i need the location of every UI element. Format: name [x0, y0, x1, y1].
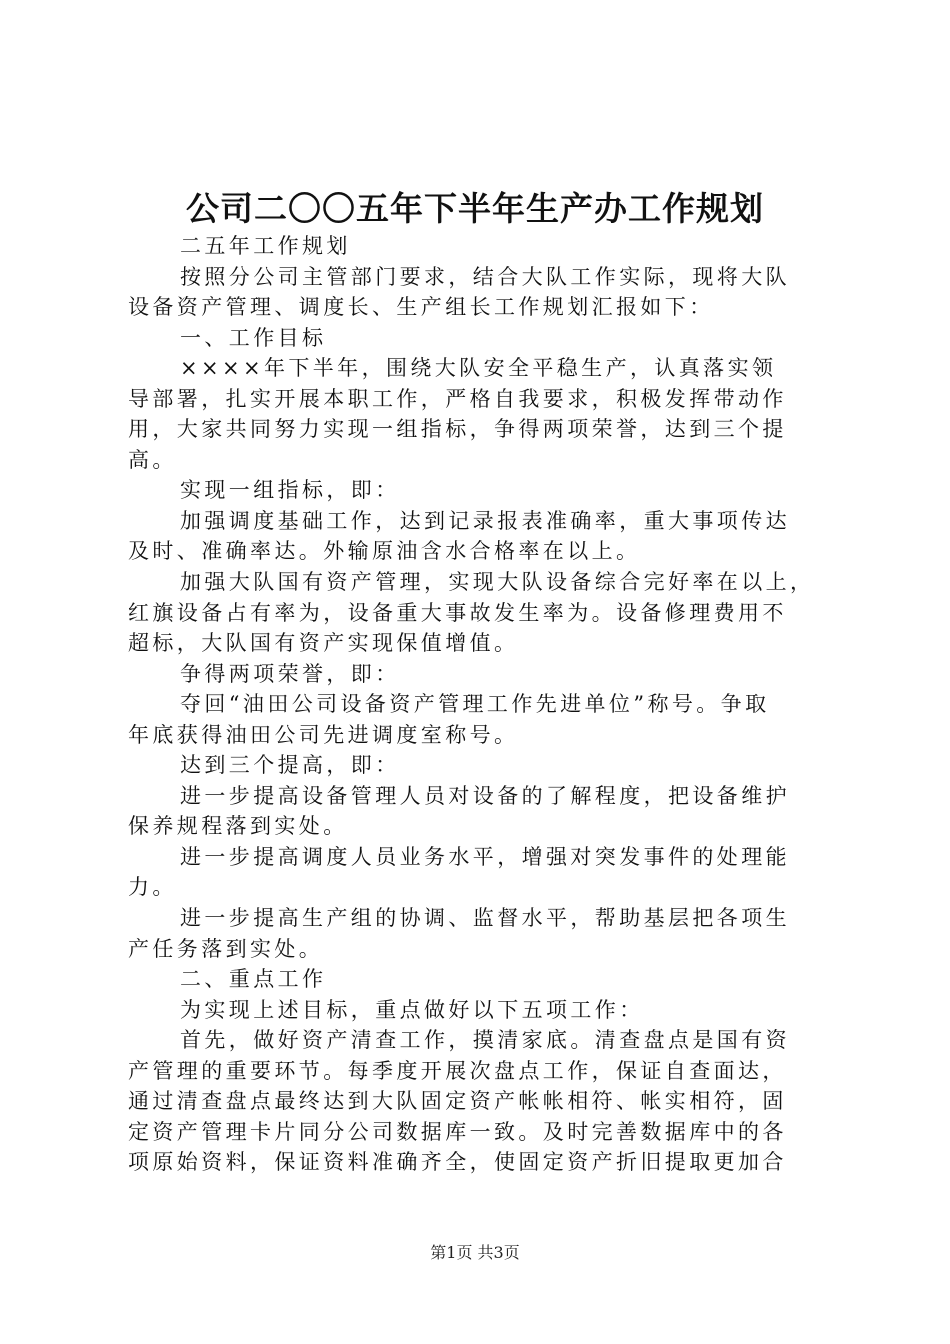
text-line: 定资产管理卡片同分公司数据库一致。及时完善数据库中的各: [128, 1119, 787, 1144]
text-line: ××××年下半年，围绕大队安全平稳生产，认真落实领: [180, 356, 777, 381]
text-line: 首先，做好资产清查工作，摸清家底。清查盘点是国有资: [180, 1028, 790, 1053]
text-line: 加强调度基础工作，达到记录报表准确率，重大事项传达: [180, 508, 790, 533]
text-line: 实现一组指标，即：: [180, 478, 400, 503]
text-line: 保养规程落到实处。: [128, 814, 348, 839]
text-line: 夺回“油田公司设备资产管理工作先进单位”称号。争取: [180, 692, 770, 717]
document-body: [128, 231, 834, 1178]
text-line: 用，大家共同努力实现一组指标，争得两项荣誉，达到三个提: [128, 417, 787, 442]
text-line: 设备资产管理、调度长、生产组长工作规划汇报如下：: [128, 295, 714, 320]
text-line: 力。: [128, 875, 177, 900]
text-line: 红旗设备占有率为，设备重大事故发生率为。设备修理费用不: [128, 600, 787, 625]
text-line: 为实现上述目标，重点做好以下五项工作：: [180, 997, 644, 1022]
text-line: 一、工作目标: [180, 325, 327, 350]
text-line: 高。: [128, 447, 177, 472]
text-line: 进一步提高调度人员业务水平，增强对突发事件的处理能: [180, 844, 790, 869]
text-line: 通过清查盘点最终达到大队固定资产帐帐相符、帐实相符，固: [128, 1089, 787, 1114]
text-line: 按照分公司主管部门要求，结合大队工作实际，现将大队: [180, 264, 790, 289]
text-line: 进一步提高设备管理人员对设备的了解程度，把设备维护: [180, 783, 790, 808]
text-line: 及时、准确率达。外输原油含水合格率在以上。: [128, 539, 641, 564]
text-line: 达到三个提高，即：: [180, 753, 400, 778]
text-line: 争得两项荣誉，即：: [180, 661, 400, 686]
text-line: 二、重点工作: [180, 967, 327, 992]
text-line: 加强大队国有资产管理，实现大队设备综合完好率在以上，: [180, 570, 815, 595]
text-line: 超标，大队国有资产实现保值增值。: [128, 631, 519, 656]
text-line: 项原始资料，保证资料准确齐全，使固定资产折旧提取更加合: [128, 1150, 787, 1175]
text-line: 进一步提高生产组的协调、监督水平，帮助基层把各项生: [180, 906, 790, 931]
text-line: 导部署，扎实开展本职工作，严格自我要求，积极发挥带动作: [128, 386, 787, 411]
text-line: 二五年工作规划: [180, 234, 351, 258]
page-number: 第1页 共3页: [430, 1243, 520, 1262]
text-line: 产任务落到实处。: [128, 936, 324, 961]
document-title: 公司二〇〇五年下半年生产办工作规划: [186, 189, 764, 228]
text-line: 年底获得油田公司先进调度室称号。: [128, 722, 519, 747]
text-line: 产管理的重要环节。每季度开展次盘点工作，保证自查面达，: [128, 1058, 787, 1083]
